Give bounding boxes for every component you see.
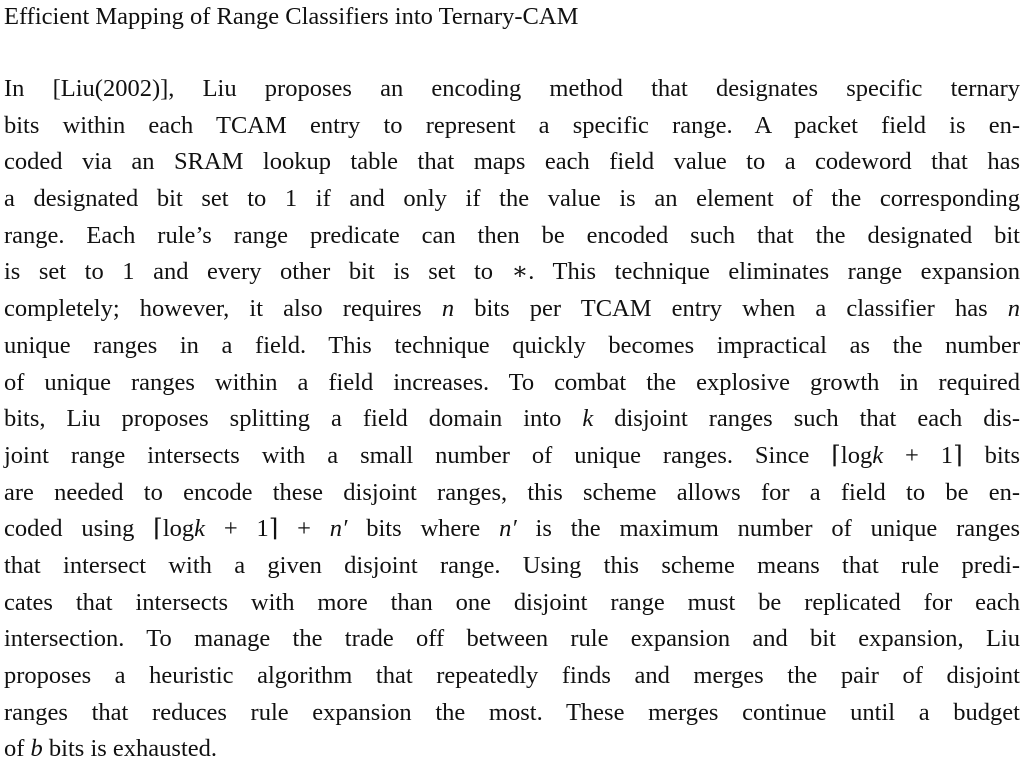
math-k: k (872, 441, 884, 469)
math-lceil: ⌈ (153, 515, 163, 543)
text-segment: bits per TCAM entry when a classifier has (454, 295, 1008, 323)
math-rceil: ⌉ (953, 441, 963, 469)
math-n: n (441, 295, 455, 323)
paragraph-line-2: bits within each TCAM entry to represent a specific range. A packet field is en- (4, 111, 1020, 139)
text-segment: of (4, 735, 31, 763)
math-n-prime: n′ (499, 515, 517, 543)
math-plus-one: + 1 (883, 441, 954, 469)
paragraph-line-5: range. Each rule’s range predicate can then be encoded such that the designated bit (4, 221, 1020, 249)
text-segment: bits where (347, 515, 500, 543)
paragraph-line-18: ranges that reduces rule expansion the most. These merges continue until a budget (4, 698, 1020, 726)
text-segment: bits, Liu proposes splitting a field domain into (4, 405, 583, 433)
text-segment: bits (962, 441, 1020, 469)
math-b: b (30, 735, 43, 763)
paragraph-line-15: cates that intersects with more than one disjoint range must be replicated for each (4, 588, 1020, 616)
body-paragraph (4, 71, 1020, 768)
paragraph-line-13 (4, 511, 1020, 548)
math-plus: + (278, 515, 330, 543)
text-segment: completely; however, it also requires (4, 295, 442, 323)
paragraph-line-17: proposes a heuristic algorithm that repeatedly finds and merges the pair of disjoint (4, 662, 1020, 689)
math-plus-one: + 1 (205, 515, 269, 543)
paragraph-line-12: are needed to encode these disjoint ranges, this scheme allows for a field to be en- (4, 478, 1020, 506)
paragraph-line-6 (4, 254, 1020, 291)
paragraph-line-14: that intersect with a given disjoint range. Using this scheme means that rule predi- (4, 551, 1020, 579)
text-segment: . This technique eliminates range expansion (528, 258, 1020, 286)
math-rceil: ⌉ (268, 515, 279, 543)
paragraph-line-9: of unique ranges within a field increases. To combat the explosive growth in required (4, 368, 1020, 396)
text-segment: disjoint ranges such that each dis- (593, 405, 1020, 433)
math-star: ∗ (511, 258, 529, 286)
paragraph-line-10 (4, 401, 1020, 438)
math-n: n (1007, 295, 1020, 323)
math-log: log (840, 441, 873, 469)
text-segment: bits is exhausted. (42, 735, 218, 763)
math-log: log (162, 515, 195, 543)
math-n-prime: n′ (329, 515, 348, 543)
paragraph-line-11 (4, 438, 1020, 475)
math-lceil: ⌈ (831, 441, 841, 469)
paragraph-line-7 (4, 291, 1020, 328)
paragraph-line-19 (4, 731, 1020, 768)
text-segment: coded using (4, 515, 154, 543)
math-k: k (582, 405, 594, 433)
section-title: Efficient Mapping of Range Classifiers into Ternary-CAM (4, 3, 579, 30)
text-segment: joint range intersects with a small number of unique ranges. Since (4, 441, 832, 469)
paragraph-line-16: intersection. To manage the trade off between rule expansion and bit expansion, Liu (4, 625, 1020, 653)
math-k: k (194, 515, 205, 543)
paragraph-line-8: unique ranges in a field. This technique quickly becomes impractical as the number (4, 331, 1020, 359)
text-segment: is set to 1 and every other bit is set to (4, 258, 512, 286)
paragraph-line-4: a designated bit set to 1 if and only if the value is an element of the corresponding (4, 185, 1020, 213)
paragraph-line-1: In [Liu(2002)], Liu proposes an encoding method that designates specific ternary (4, 75, 1020, 102)
paragraph-line-3: coded via an SRAM lookup table that maps each field value to a codeword that has (4, 148, 1020, 176)
text-segment: is the maximum number of unique ranges (516, 515, 1021, 543)
